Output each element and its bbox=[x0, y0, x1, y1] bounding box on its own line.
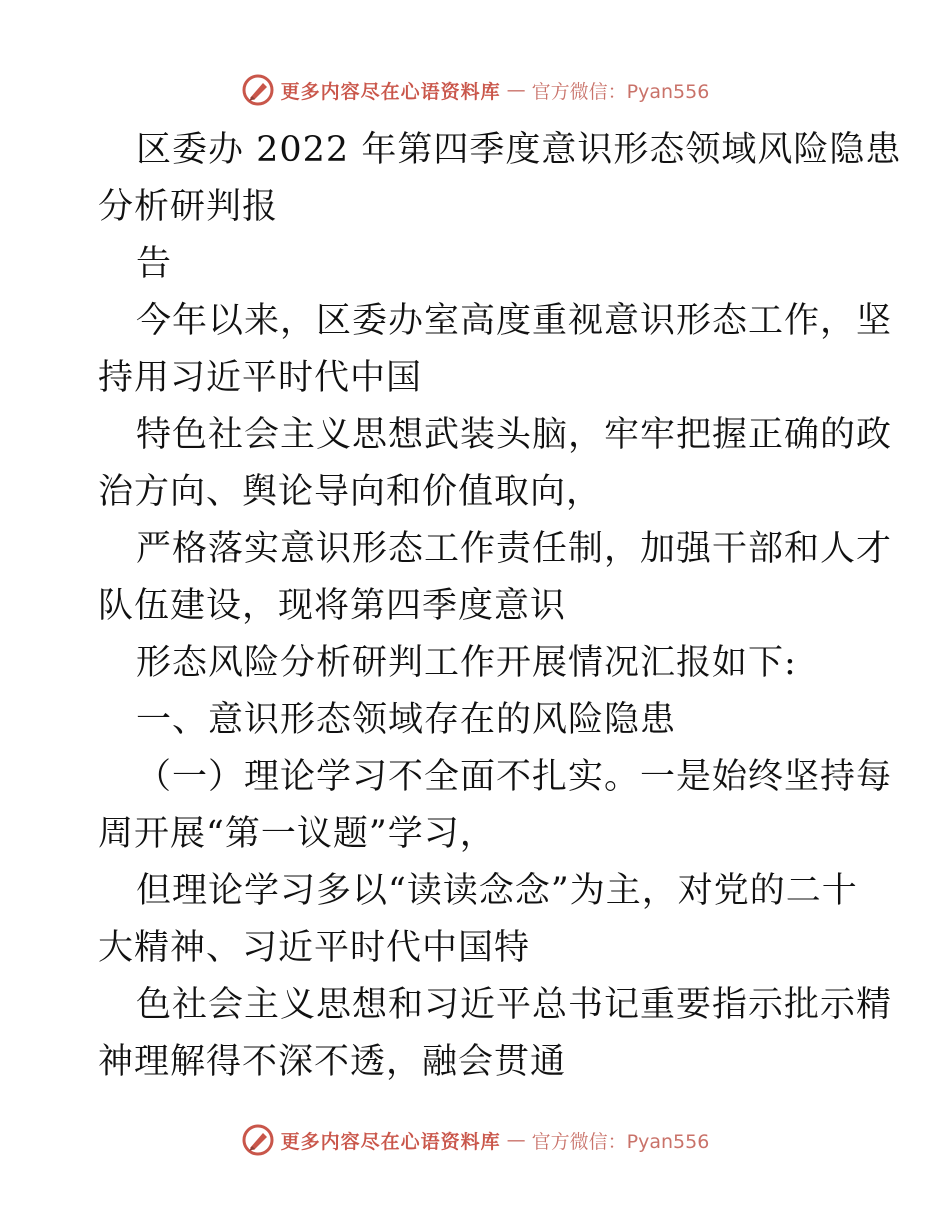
document-body bbox=[98, 122, 902, 1091]
watermark-header bbox=[0, 70, 950, 110]
paragraph-line: 但理论学习多以“读读念念”为主，对党的二十 bbox=[136, 871, 858, 911]
watermark-text: 更多内容尽在心语资料库 bbox=[280, 80, 501, 103]
paragraph-line: 周开展“第一议题”学习， bbox=[98, 814, 496, 854]
paragraph-line: 形态风险分析研判工作开展情况汇报如下: bbox=[136, 643, 797, 683]
paragraph-line: （一）理论学习不全面不扎实。一是始终坚持每 bbox=[136, 757, 893, 797]
watermark-contact: 官方微信：Pyan556 bbox=[531, 80, 710, 103]
paragraph-line: 大精神、习近平时代中国特 bbox=[98, 928, 531, 968]
watermark-contact: 官方微信：Pyan556 bbox=[531, 1130, 710, 1153]
paragraph-line: 特色社会主义思想武装头脑，牢牢把握正确的政 bbox=[136, 415, 893, 455]
paragraph-line: 持用习近平时代中国 bbox=[98, 358, 423, 398]
paragraph-line: 今年以来，区委办室高度重视意识形态工作，坚 bbox=[136, 301, 893, 341]
watermark-footer bbox=[0, 1120, 950, 1160]
paragraph-line: 队伍建设，现将第四季度意识 bbox=[98, 586, 567, 626]
doc-title-line-2: 分析研判报 bbox=[98, 187, 279, 227]
paragraph-line: 严格落实意识形态工作责任制，加强干部和人才 bbox=[136, 529, 893, 569]
pen-logo-icon bbox=[241, 73, 275, 107]
paragraph-line: 治方向、舆论导向和价值取向， bbox=[98, 472, 603, 512]
watermark-text: 更多内容尽在心语资料库 bbox=[280, 1130, 501, 1153]
section-heading: 一、意识形态领域存在的风险隐患 bbox=[136, 700, 677, 740]
watermark-dash: — bbox=[506, 79, 526, 101]
pen-logo-icon bbox=[241, 1123, 275, 1157]
doc-title-line-3: 告 bbox=[136, 244, 173, 284]
paragraph-line: 神理解得不深不透，融会贯通 bbox=[98, 1042, 567, 1082]
doc-title-line-1: 区委办 2022 年第四季度意识形态领域风险隐患 bbox=[136, 130, 902, 170]
paragraph-line: 色社会主义思想和习近平总书记重要指示批示精 bbox=[136, 985, 893, 1025]
watermark-dash: — bbox=[506, 1129, 526, 1151]
